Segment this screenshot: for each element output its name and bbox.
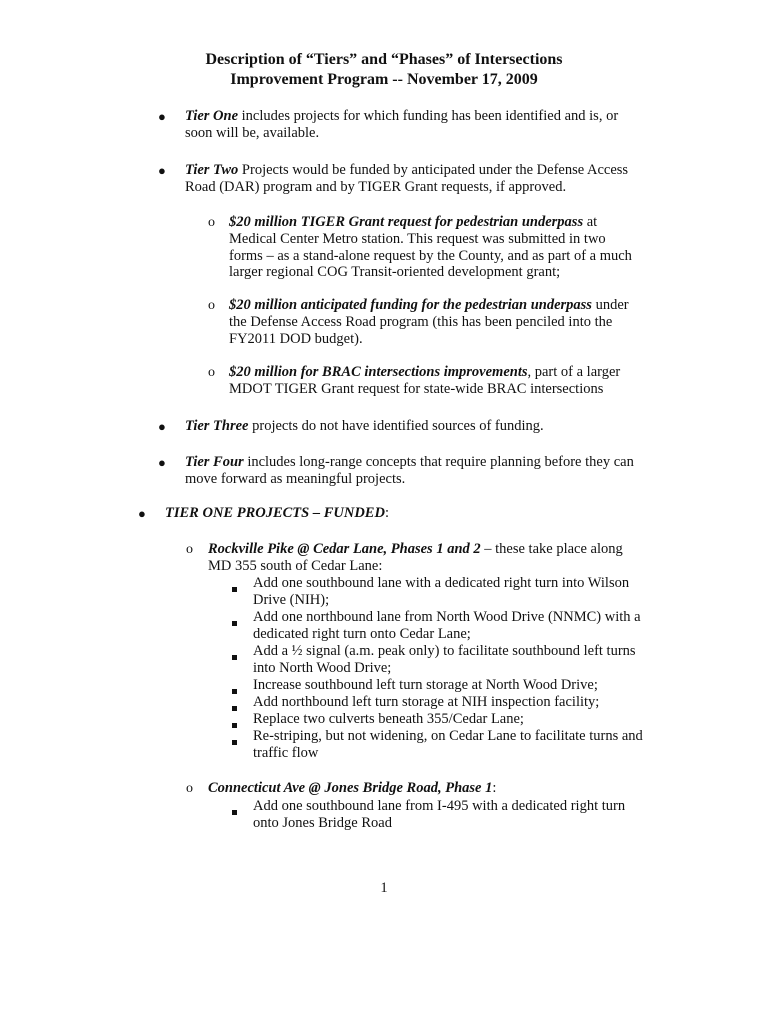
project-heading: Rockville Pike @ Cedar Lane, Phases 1 and 2 – these take place along: [208, 541, 623, 557]
project-item: Add one northbound lane from North Wood Drive (NNMC) with a: [253, 609, 641, 625]
tier-text: Projects would be funded by anticipated under the Defense Access: [238, 162, 629, 178]
project-item: Increase southbound left turn storage at North Wood Drive;: [253, 677, 598, 693]
bullet-icon: ●: [158, 109, 166, 124]
project-item: Replace two culverts beneath 355/Cedar Lane;: [253, 711, 524, 727]
square-bullet-icon: [232, 699, 237, 716]
project-item: Re-striping, but not widening, on Cedar Lane to facilitate turns and: [253, 728, 643, 744]
tier-label: Tier Two: [185, 162, 239, 178]
tier-label: Tier One: [185, 108, 239, 124]
hollow-circle-icon: o: [208, 298, 215, 313]
project-item: Add a ½ signal (a.m. peak only) to facilitate southbound left turns: [253, 643, 636, 659]
hollow-circle-icon: o: [186, 781, 193, 796]
sub-list-item-line: forms – as a stand-alone request by the County, and as part of a much: [229, 248, 632, 264]
list-item: [185, 162, 628, 179]
square-bullet-icon: [232, 682, 237, 699]
square-bullet-icon: [232, 580, 237, 597]
bullet-icon: ●: [138, 506, 146, 521]
sub-list-item: $20 million for BRAC intersections improvements, part of a larger: [229, 364, 621, 380]
bullet-icon: ●: [158, 455, 166, 470]
sub-list-item: $20 million TIGER Grant request for pedestrian underpass at: [229, 214, 598, 230]
sub-list-item-line: the Defense Access Road program (this has been penciled into the: [229, 314, 613, 330]
tier-text: includes projects for which funding has been identified and is, or: [238, 108, 619, 124]
list-item: Tier Three projects do not have identified sources of funding.: [185, 418, 544, 434]
sub-list-item: $20 million anticipated funding for the pedestrian underpass under: [229, 297, 629, 313]
bullet-icon: ●: [158, 163, 166, 178]
sub-list-item-line: MDOT TIGER Grant request for state-wide BRAC intersections: [229, 381, 604, 397]
document-title-line-2: Improvement Program -- November 17, 2009: [230, 71, 538, 88]
bullet-icon: ●: [158, 419, 166, 434]
square-bullet-icon: [232, 803, 237, 820]
hollow-circle-icon: o: [186, 542, 193, 557]
sub-list-item-line: Medical Center Metro station. This request was submitted in two: [229, 231, 606, 247]
sub-list-item-line: FY2011 DOD budget).: [229, 331, 363, 347]
project-item-line: into North Wood Drive;: [253, 660, 392, 676]
list-item: Tier Four includes long-range concepts that require planning before they can: [185, 454, 634, 470]
document-title-line-1: Description of “Tiers” and “Phases” of Intersections: [205, 51, 563, 68]
project-item-line: traffic flow: [253, 745, 319, 761]
section-heading: TIER ONE PROJECTS – FUNDED:: [165, 505, 389, 521]
list-item-continuation: Road (DAR) program and by TIGER Grant requests, if approved.: [185, 179, 567, 195]
project-item: Add one southbound lane from I-495 with a dedicated right turn: [253, 798, 626, 814]
project-item-line: dedicated right turn onto Cedar Lane;: [253, 626, 471, 642]
list-item: [185, 108, 618, 125]
hollow-circle-icon: o: [208, 365, 215, 380]
project-item-line: Drive (NIH);: [253, 592, 330, 608]
list-item-continuation: soon will be, available.: [185, 125, 320, 141]
project-heading: Connecticut Ave @ Jones Bridge Road, Phase 1:: [208, 780, 497, 796]
square-bullet-icon: [232, 648, 237, 665]
square-bullet-icon: [232, 733, 237, 750]
project-item: Add northbound left turn storage at NIH inspection facility;: [253, 694, 600, 710]
project-item: Add one southbound lane with a dedicated right turn into Wilson: [253, 575, 630, 591]
sub-list-item-line: larger regional COG Transit-oriented development grant;: [229, 264, 561, 280]
square-bullet-icon: [232, 716, 237, 733]
page-number: 1: [380, 880, 388, 896]
list-item-continuation: move forward as meaningful projects.: [185, 471, 406, 487]
square-bullet-icon: [232, 614, 237, 631]
hollow-circle-icon: o: [208, 215, 215, 230]
project-heading-line: MD 355 south of Cedar Lane:: [208, 558, 383, 574]
project-item-line: onto Jones Bridge Road: [253, 815, 392, 831]
